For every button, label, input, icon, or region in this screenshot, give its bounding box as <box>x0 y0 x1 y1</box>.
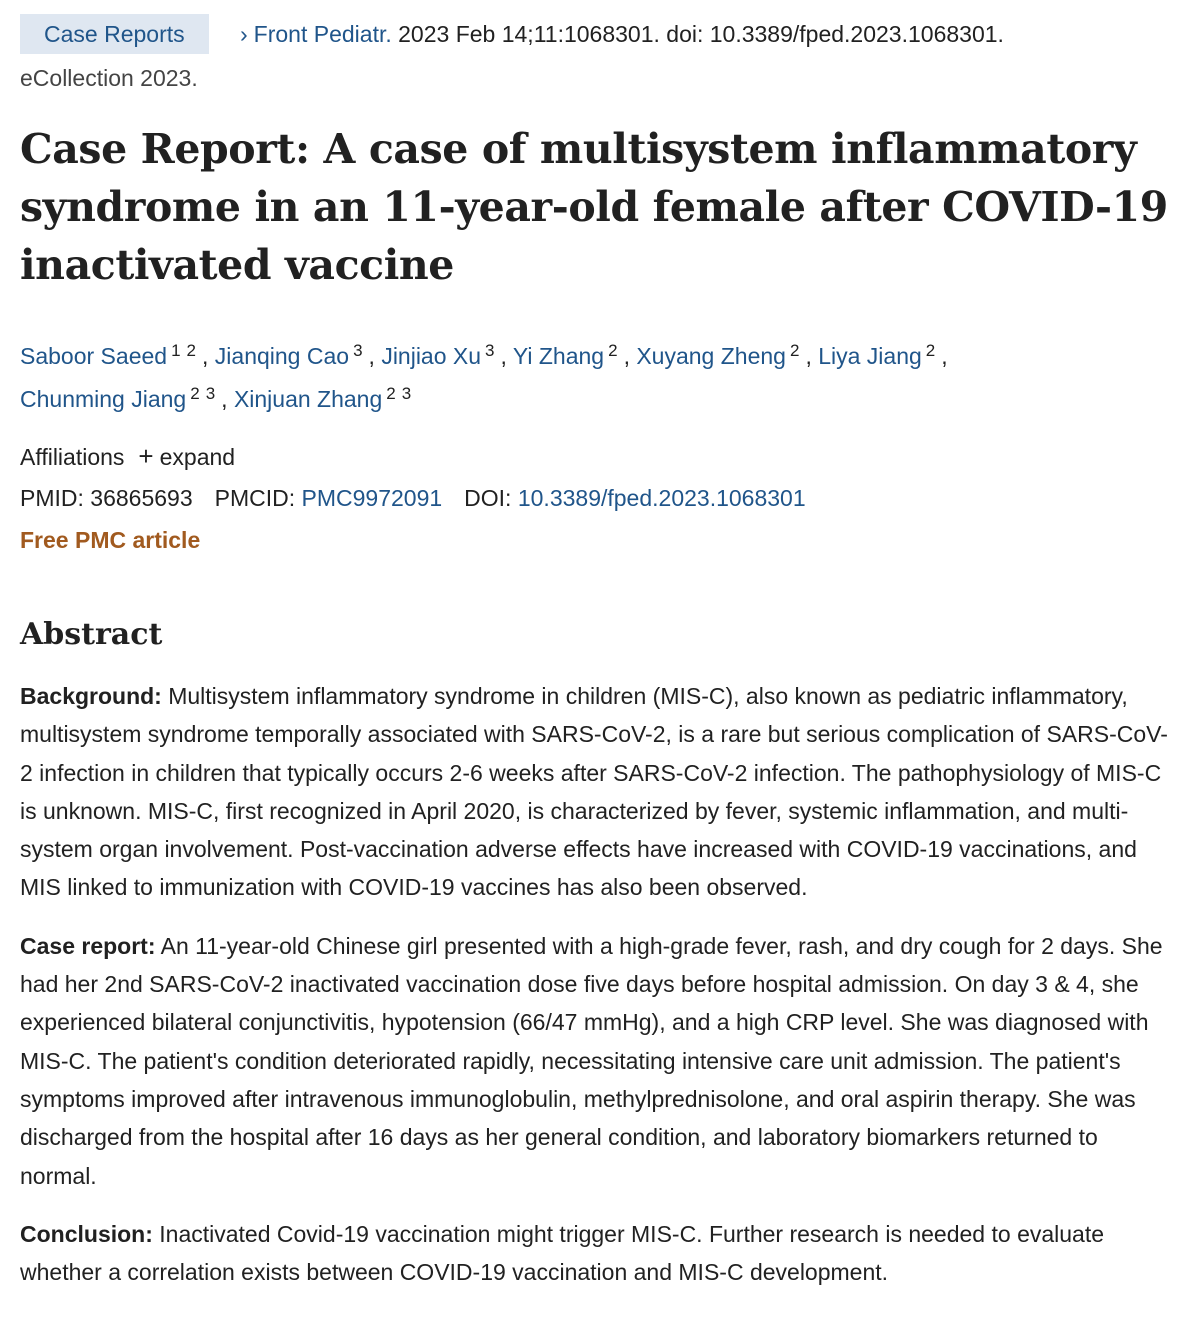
doi-link[interactable]: 10.3389/fped.2023.1068301 <box>517 485 806 511</box>
abstract-heading: Abstract <box>20 617 163 652</box>
pmcid-link[interactable]: PMC9972091 <box>301 485 443 511</box>
affiliation-ref[interactable]: 2 <box>608 341 618 360</box>
author-affiliation-refs <box>353 341 368 360</box>
pmcid-label: PMCID: <box>214 485 296 511</box>
section-text: An 11-year-old Chinese girl presented with a high-grade fever, rash, and dry cough for 2 days. She had her 2nd SARS-CoV-2 inactivated vaccination dose five days before hospital admission. On day 3 & 4, she experienced bilateral conjunctivitis, hypotension (66/47 mmHg), and a high CRP level. She was diagnosed with MIS-C. The patient's condition deteriorated rapidly, necessitating intensive care unit admission. The patient's symptoms improved after intravenous immunoglobulin, methylprednisolone, and oral aspirin therapy. She was discharged from the hospital after 16 days as her general condition, and laboratory biomarkers returned to normal. <box>20 932 1163 1189</box>
author-link[interactable]: Saboor Saeed <box>20 343 168 369</box>
affiliation-ref[interactable]: 3 <box>401 384 412 403</box>
affiliation-ref[interactable]: 3 <box>353 341 363 360</box>
author-affiliation-refs <box>485 341 500 360</box>
author-link[interactable]: Xinjuan Zhang <box>233 386 383 412</box>
section-label: Background: <box>20 683 162 709</box>
citation-row <box>20 0 1176 58</box>
affiliation-ref[interactable]: 2 <box>925 341 936 360</box>
pmid-value: 36865693 <box>90 485 193 511</box>
author-link[interactable]: Chunming Jiang <box>20 386 187 412</box>
author-list: Saboor Saeed $^{1 2}$ , Jianqing Cao $^3$ , Jinjiao Xu $^3$ , Yi Zhang $^2$ , Xuyang Zheng $^2$ , Liya Jiang $^2$ , Chunming Jiang $^{2 3}$ , Xinjuan Zhang $^{2 3}$ <box>20 341 948 412</box>
chevron-right-icon: › <box>240 21 248 47</box>
article-title: Case Report: A case of multisystem inflammatory syndrome in an 11-year-old female after COVID-19 inactivated vaccine <box>20 125 1168 289</box>
affiliation-ref[interactable]: 1 <box>171 341 181 360</box>
author-affiliation-refs <box>171 341 202 360</box>
author-link[interactable]: Jinjiao Xu <box>381 343 482 369</box>
author-affiliation-refs <box>608 341 623 360</box>
journal-citation <box>240 14 1004 54</box>
affiliation-ref[interactable]: 3 <box>205 384 216 403</box>
section-label: Conclusion: <box>20 1220 153 1247</box>
plus-icon[interactable]: + <box>138 441 154 471</box>
author-affiliation-refs <box>790 341 805 360</box>
affiliation-ref[interactable]: 3 <box>485 341 495 360</box>
author-link[interactable]: Xuyang Zheng <box>636 343 786 369</box>
section-label: Case report: <box>20 932 156 959</box>
expand-affiliations-button[interactable]: expand <box>159 444 236 470</box>
identifiers-row <box>20 477 1176 519</box>
section-text: Inactivated Covid-19 vaccination might trigger MIS-C. Further research is needed to evaluate whether a correlation exists between COVID-19 vaccination and MIS-C development. <box>20 1220 1105 1286</box>
free-pmc-article-link[interactable]: Free PMC article <box>20 527 201 553</box>
affiliation-ref[interactable]: 2 <box>789 341 800 360</box>
author-link[interactable]: Liya Jiang <box>818 343 922 369</box>
abstract-case-report <box>20 927 1176 1195</box>
citation-details: 2023 Feb 14;11:1068301. doi: 10.3389/fped.2023.1068301. <box>391 21 1004 47</box>
section-text: Multisystem inflammatory syndrome in children (MIS-C), also known as pediatric inflammatory, multisystem syndrome temporally associated with SARS-CoV-2, is a rare but serious complication of SARS-CoV-2 infection in children that typically occurs 2-6 weeks after SARS-CoV-2 infection. The pathophysiology of MIS-C is unknown. MIS-C, first recognized in April 2020, is characterized by fever, systemic inflammation, and multi-system organ involvement. Post-vaccination adverse effects have increased with COVID-19 vaccinations, and MIS linked to immunization with COVID-19 vaccines has also been observed. <box>20 683 1168 901</box>
author-link[interactable]: Jianqing Cao <box>214 343 350 369</box>
affiliation-ref[interactable]: 2 <box>386 384 396 403</box>
author-link[interactable]: Yi Zhang <box>512 343 605 369</box>
doi-label: DOI: <box>464 485 512 511</box>
abstract-background <box>20 677 1176 907</box>
author-affiliation-refs <box>926 341 941 360</box>
affiliation-ref[interactable]: 2 <box>186 341 197 360</box>
journal-link[interactable]: Front Pediatr. <box>253 21 392 47</box>
affiliations-label: Affiliations <box>20 444 125 470</box>
pmid-label: PMID: <box>20 485 84 511</box>
author-affiliation-refs <box>190 384 221 403</box>
abstract-conclusion <box>20 1215 1176 1292</box>
ecollection-text: eCollection 2023. <box>20 65 198 91</box>
affiliation-ref[interactable]: 2 <box>190 384 200 403</box>
affiliations-row <box>20 436 1176 477</box>
author-affiliation-refs <box>386 384 417 403</box>
publication-type-badge[interactable]: Case Reports <box>20 14 209 54</box>
